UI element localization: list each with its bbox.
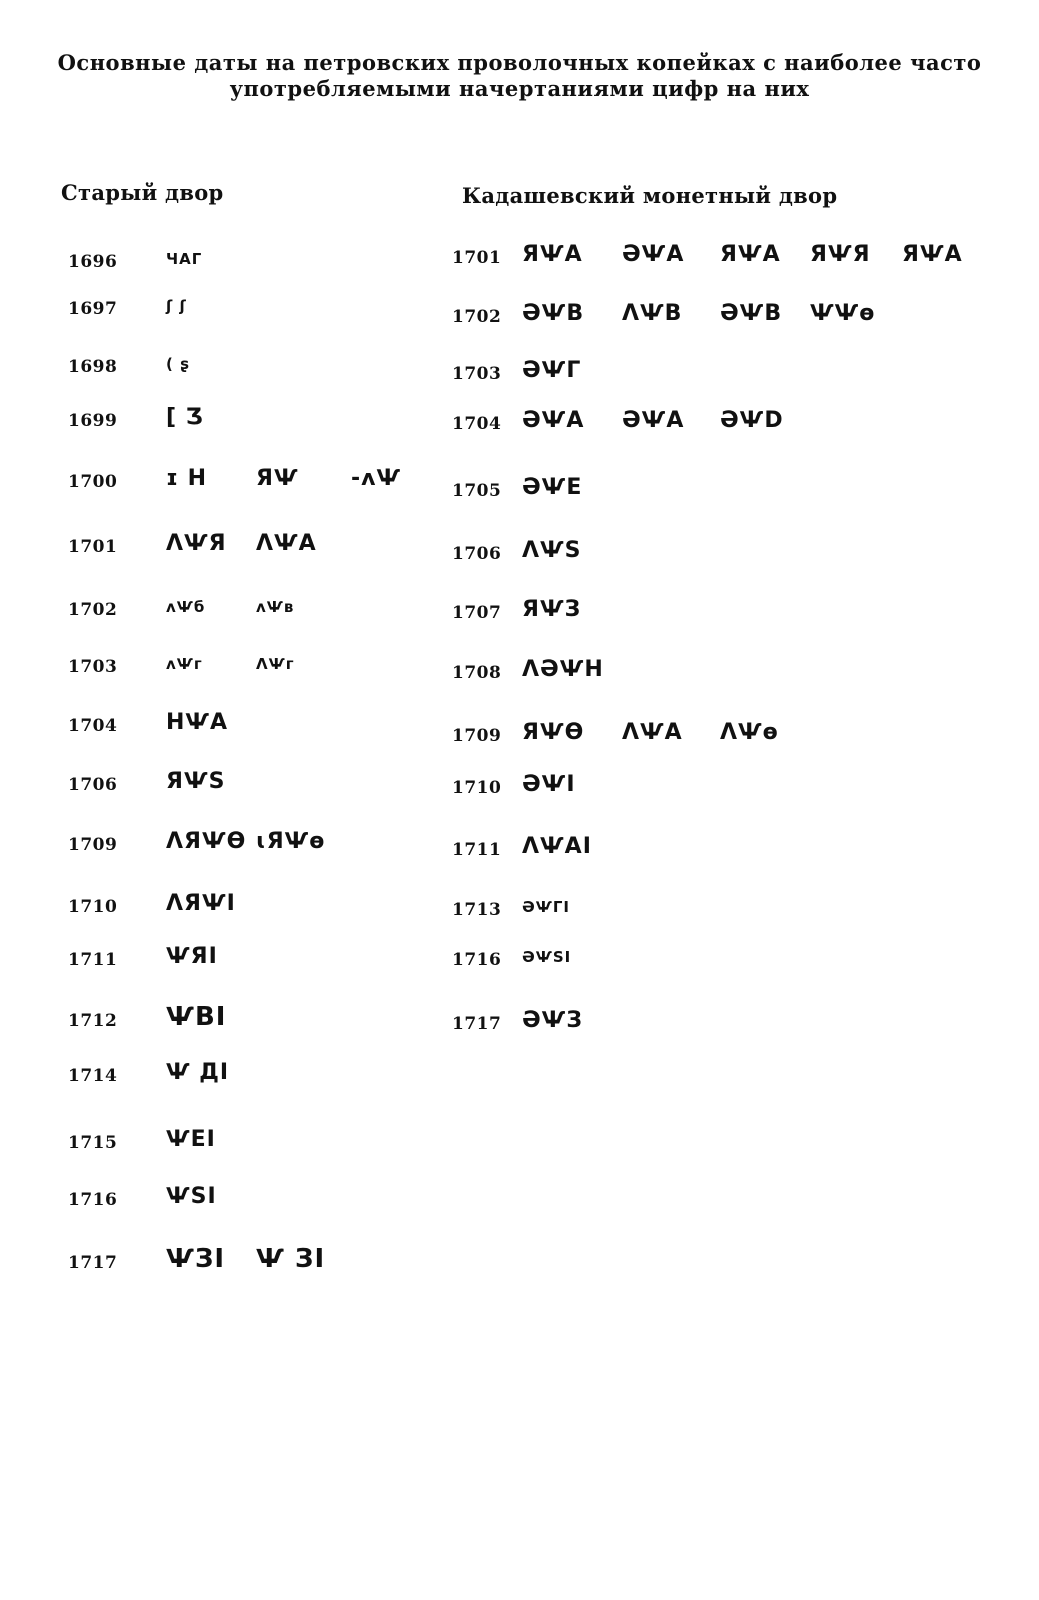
kadashevsky-mint-row-1703: [452, 358, 972, 394]
kadashevsky-mint-row-1707: [452, 597, 972, 633]
date-glyph-variant: ӘѰВ: [720, 301, 783, 326]
old-mint-row-1715: [68, 1127, 588, 1163]
date-glyph-variant: ʃ ʃ: [166, 297, 187, 315]
date-glyph-variant: ѰѰѳ: [810, 301, 876, 326]
date-glyph-variant: ( ʂ: [166, 355, 191, 373]
date-glyph-variant: ɅЯѰӀ: [166, 891, 236, 916]
date-glyph-variant: ӘѰГ: [522, 358, 582, 383]
date-glyph-variant: ӘѰӀ: [522, 772, 576, 797]
date-glyph-variant: ЯѰ: [256, 466, 299, 491]
date-glyph-variant: ӘѰВ: [522, 301, 585, 326]
year-label: 1704: [452, 414, 502, 434]
year-label: 1713: [452, 900, 502, 920]
date-glyph-variant: ɅѰѳ: [720, 720, 779, 745]
date-glyph-variant: ʌѰб: [166, 598, 206, 616]
old-mint-row-1716: [68, 1184, 588, 1220]
year-label: 1701: [452, 248, 502, 268]
date-glyph-variant: ЧАГ: [166, 250, 203, 268]
date-glyph-variant: ѰЯӀ: [166, 944, 218, 969]
date-glyph-variant: ӘѰА: [622, 242, 685, 267]
date-glyph-variant: ɅѰАӀ: [522, 834, 592, 859]
date-glyph-variant: ЯѰЯ: [810, 242, 871, 267]
date-glyph-variant: ɅЯѰѲ: [166, 829, 247, 854]
old-mint-row-1714: [68, 1060, 588, 1096]
title-line-1: Основные даты на петровских проволочных копейках с наиболее часто: [57, 50, 982, 75]
date-glyph-variant: ѰВӀ: [166, 1002, 227, 1032]
year-label: 1710: [68, 897, 118, 917]
year-label: 1702: [68, 600, 118, 620]
year-label: 1707: [452, 603, 502, 623]
title-line-2: употребляемыми начертаниями цифр на них: [229, 76, 810, 101]
date-glyph-variant: ӘѰГӀ: [522, 898, 570, 916]
kadashevsky-mint-row-1713: [452, 900, 972, 930]
year-label: 1705: [452, 481, 502, 501]
kadashevsky-mint-row-1709: [452, 720, 972, 756]
date-glyph-variant: ɅѰЅ: [522, 538, 582, 563]
date-glyph-variant: ЯѰЗ: [522, 597, 582, 622]
date-glyph-variant: ʌѰг: [166, 655, 203, 673]
kadashevsky-mint-row-1702: [452, 301, 972, 337]
kadashevsky-mint-row-1710: [452, 772, 972, 808]
year-label: 1700: [68, 472, 118, 492]
year-label: 1701: [68, 537, 118, 557]
date-glyph-variant: ɅѰг: [256, 655, 295, 673]
date-glyph-variant: ѰЅӀ: [166, 1184, 217, 1209]
date-glyph-variant: ɅѰВ: [622, 301, 683, 326]
year-label: 1699: [68, 411, 118, 431]
date-glyph-variant: Ѱ ДӀ: [166, 1060, 230, 1085]
date-glyph-variant: ɅѰА: [622, 720, 683, 745]
year-label: 1714: [68, 1066, 118, 1086]
kadashevsky-mint-row-1701: [452, 242, 972, 278]
year-label: 1717: [68, 1253, 118, 1273]
kadashevsky-mint-row-1708: [452, 657, 972, 693]
year-label: 1706: [68, 775, 118, 795]
date-glyph-variant: ЯѰS: [166, 769, 226, 794]
kadashevsky-mint-row-1717: [452, 1008, 972, 1044]
year-label: 1711: [68, 950, 118, 970]
year-label: 1716: [452, 950, 502, 970]
year-label: 1717: [452, 1014, 502, 1034]
date-glyph-variant: ЯѰА: [902, 242, 963, 267]
date-glyph-variant: ɪ Н: [166, 466, 208, 491]
date-glyph-variant: ѰЕӀ: [166, 1127, 216, 1152]
year-label: 1703: [452, 364, 502, 384]
date-glyph-variant: ɅӘѰН: [522, 657, 604, 682]
kadashevsky-mint-row-1706: [452, 538, 972, 574]
year-label: 1698: [68, 357, 118, 377]
year-label: 1703: [68, 657, 118, 677]
date-glyph-variant: [ Ʒ: [166, 405, 204, 430]
kadashevsky-mint-heading: Кадашевский монетный двор: [462, 183, 838, 208]
date-glyph-variant: ɅѰА: [256, 531, 317, 556]
year-label: 1715: [68, 1133, 118, 1153]
old-mint-heading: Старый двор: [61, 180, 224, 205]
kadashevsky-mint-row-1716: [452, 950, 972, 980]
date-glyph-variant: ӘѰА: [622, 408, 685, 433]
date-glyph-variant: ʌѰв: [256, 598, 295, 616]
year-label: 1709: [452, 726, 502, 746]
date-glyph-variant: ӘѰD: [720, 408, 784, 433]
date-glyph-variant: ЯѰѲ: [522, 720, 585, 745]
page-title: [0, 50, 1039, 102]
date-glyph-variant: ɩЯѰѳ: [256, 829, 326, 854]
date-glyph-variant: Ѱ ЗӀ: [256, 1244, 326, 1274]
kadashevsky-mint-row-1704: [452, 408, 972, 444]
date-glyph-variant: НѰА: [166, 710, 229, 735]
date-glyph-variant: ӘѰЕ: [522, 475, 583, 500]
year-label: 1711: [452, 840, 502, 860]
kadashevsky-mint-row-1711: [452, 834, 972, 870]
date-glyph-variant: ЯѰА: [720, 242, 781, 267]
date-glyph-variant: ɅѰЯ: [166, 531, 227, 556]
year-label: 1702: [452, 307, 502, 327]
date-glyph-variant: -ʌѰ: [351, 466, 402, 491]
year-label: 1716: [68, 1190, 118, 1210]
old-mint-row-1717: [68, 1244, 588, 1283]
date-glyph-variant: ЯѰА: [522, 242, 583, 267]
date-glyph-variant: ѰЗӀ: [166, 1244, 226, 1274]
year-label: 1704: [68, 716, 118, 736]
year-label: 1696: [68, 252, 118, 272]
kadashevsky-mint-row-1705: [452, 475, 972, 511]
date-glyph-variant: ӘѰЗ: [522, 1008, 583, 1033]
year-label: 1712: [68, 1011, 118, 1031]
year-label: 1708: [452, 663, 502, 683]
year-label: 1710: [452, 778, 502, 798]
date-glyph-variant: ӘѰА: [522, 408, 585, 433]
date-glyph-variant: ӘѰЅӀ: [522, 948, 572, 966]
year-label: 1709: [68, 835, 118, 855]
year-label: 1706: [452, 544, 502, 564]
year-label: 1697: [68, 299, 118, 319]
